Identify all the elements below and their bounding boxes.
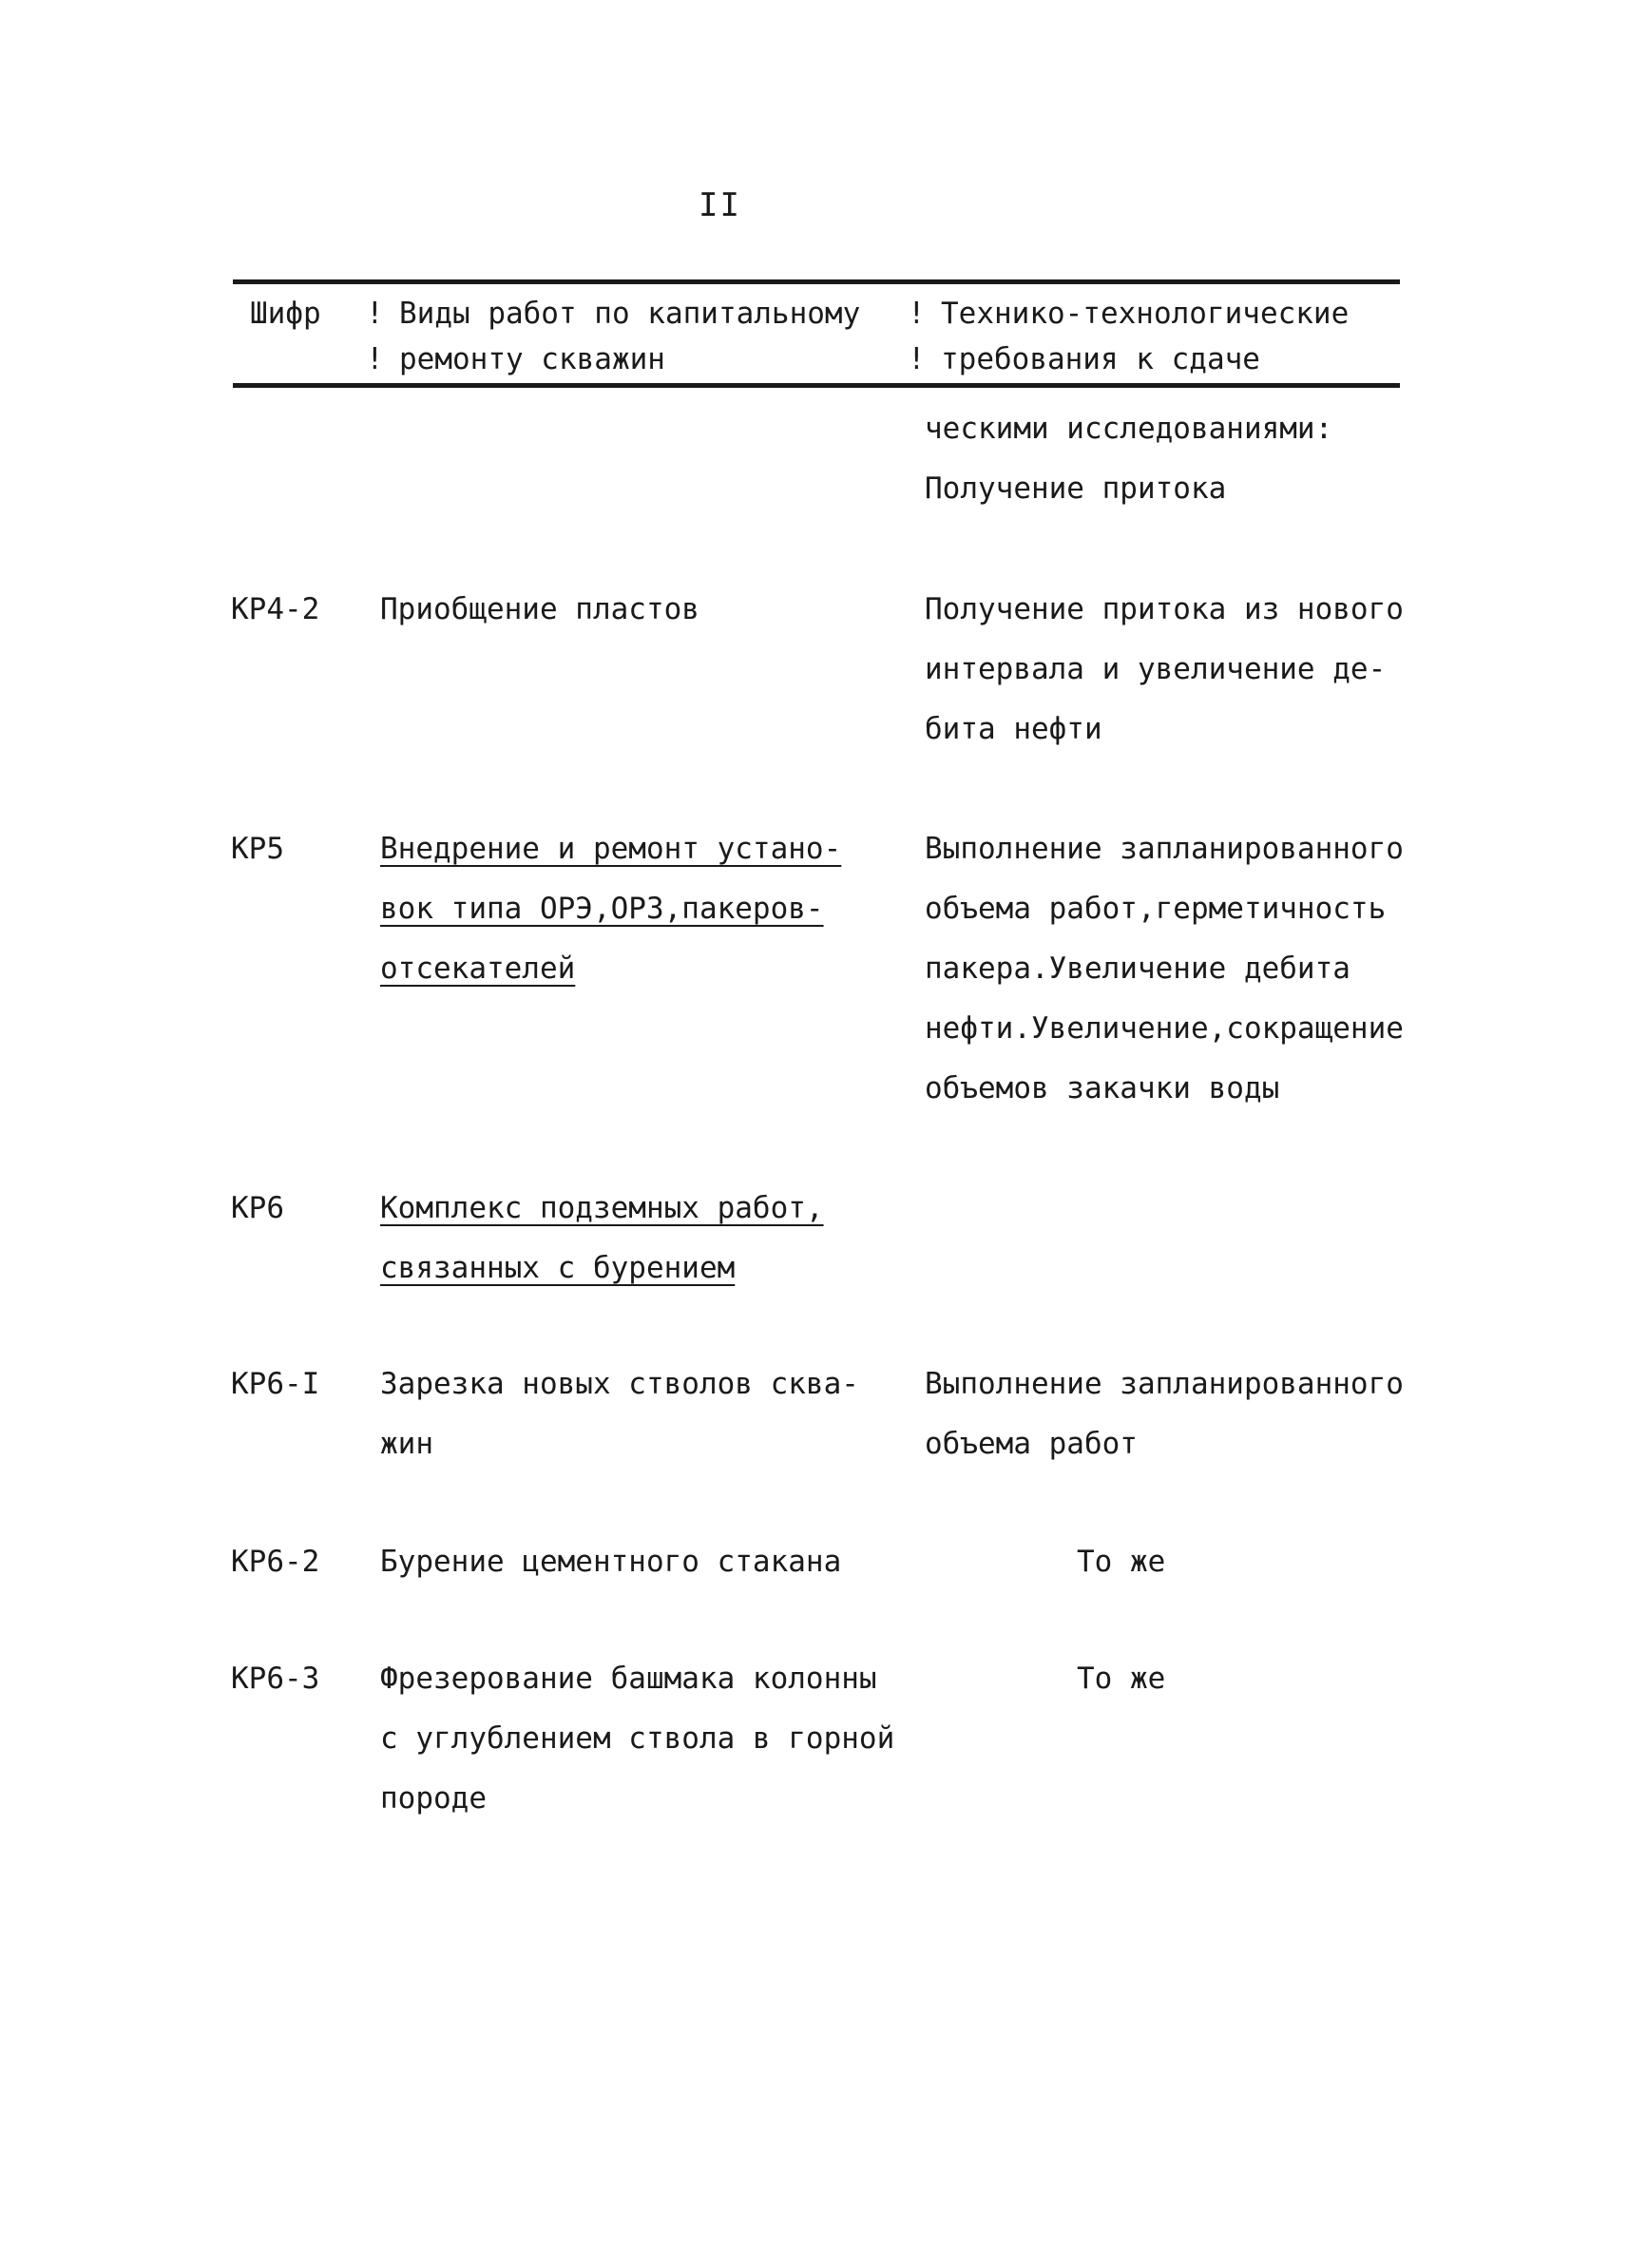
header-separator: ! !: [366, 297, 384, 376]
header-code: Шифр: [250, 297, 321, 331]
row-works: Приобщение пластов: [380, 592, 699, 626]
row-code: КР6: [231, 1191, 284, 1225]
row-requirements: То же: [1077, 1545, 1166, 1579]
row-works: Фрезерование башмака колонны с углублением ствола в горной породе: [380, 1662, 895, 1816]
row-code: КР5: [231, 832, 284, 866]
row-requirements: Выполнение запланированного объема работ: [925, 1367, 1404, 1461]
row-works: Комплекс подземных работ, связанных с бурением: [380, 1191, 824, 1285]
page-number: II: [699, 186, 741, 224]
row-requirements: Выполнение запланированного объема работ,герметичность пакера.Увеличение дебита нефти.Увеличение,сокращение объемов закачки воды: [925, 832, 1404, 1105]
row-code: КР6-3: [231, 1662, 320, 1696]
row-code: КР6-I: [231, 1367, 320, 1401]
row-works: Внедрение и ремонт устано- вок типа ОРЭ,ОРЗ,пакеров- отсекателей: [380, 832, 842, 986]
continuation-text: ческими исследованиями: Получение притока: [925, 412, 1333, 506]
row-code: КР4-2: [231, 592, 320, 626]
table-header-rule: [233, 383, 1400, 388]
header-works: Виды работ по капитальному ремонту скважин: [399, 297, 861, 376]
row-requirements: Получение притока из нового интервала и увеличение де- бита нефти: [925, 592, 1404, 746]
header-requirements: Технико-технологические требования к сдаче: [941, 297, 1350, 376]
row-works: Бурение цементного стакана: [380, 1545, 842, 1579]
row-code: КР6-2: [231, 1545, 320, 1579]
row-requirements: То же: [1077, 1662, 1166, 1696]
row-works: Зарезка новых стволов сква- жин: [380, 1367, 859, 1461]
table-top-rule: [233, 279, 1400, 284]
header-separator: ! !: [908, 297, 926, 376]
